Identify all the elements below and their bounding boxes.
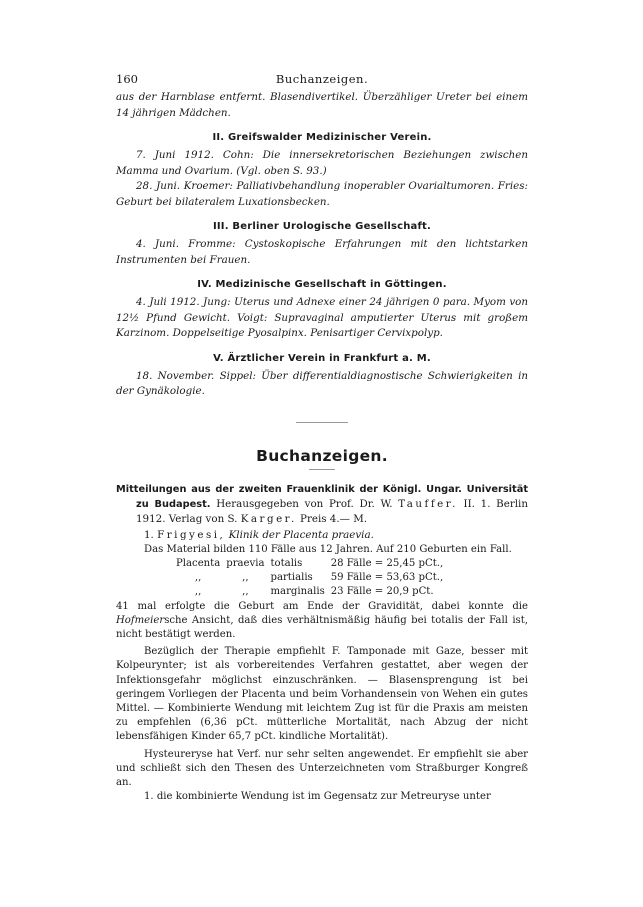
stats-cell: ,, [194,586,202,598]
cited-author: Hofmeier [116,614,165,626]
continuation-text: aus der Harnblase entfernt. Blasendivertikel. Überzähliger Ureter bei einem 14 jährigen Mädchen. [116,91,528,119]
running-title: Buchanzeigen. [275,72,369,86]
society-heading: V. Ärztlicher Verein in Frankfurt a. M. [213,352,431,364]
society-heading: III. Berliner Urologische Gesellschaft. [212,221,432,232]
society-section-5 [116,353,528,400]
society-section-2 [116,132,528,210]
paragraph-text: sche Ansicht, daß dies verhältnismäßig häufig bei totalis der Fall ist, nicht bestätigt werden. [116,614,528,641]
paragraph-text: 41 mal erfolgte die Geburt am Ende der Gravidität, dabei konnte die [116,600,528,612]
review-paragraph: Bezüglich der Therapie empfiehlt F. Tamponade mit Gaze, besser mit Kolpeurynter; ist als vorbereitendes Verfahren gestattet, aber wegen der Infektionsgefahr möglichst einzuschränken. — Blasensprengung ist bei geringem Vorliegen der Placenta und beim Vorhandensein von Wehen ein gutes Mittel. — Kombinierte Wendung mit leichtem Zug ist für die Praxis am meisten zu empfehlen (6,36 pCt. mütterliche Mortalität, nach Abzug der nicht lebensfähigen Kinder 65,7 pCt. kindliche Mortalität). [116,646,528,743]
book-price: Preis 4.— M. [300,512,368,525]
stats-row [176,557,449,571]
society-heading: II. Greifswalder Medizinischer Verein. [212,132,432,143]
society-entry: 28. Juni. Kroemer: Palliativbehandlung inoperabler Ovarialtumoren. Fries: Geburt bei bilateralem Luxationsbecken. [116,180,528,208]
chapter-title: Klinik der Placenta praevia. [228,528,374,541]
title-underline [309,469,335,470]
stats-row [176,571,449,585]
stats-cell: Placenta [176,558,221,569]
book-reference [116,482,528,526]
stats-cell: marginalis [270,586,325,598]
book-publisher: Karger. [240,512,297,525]
review-paragraph [116,600,528,643]
chapter-number: 1. [144,528,154,541]
book-title: Mitteilungen aus der zweiten Frauenklinik der Königl. Ungar. Universität zu Budapest. [116,483,528,510]
stats-cell: ,, [242,572,249,584]
book-imprint: II. 1. Berlin 1912. Verlag von S. [136,497,528,525]
society-entry: 18. November. Sippel: Über differentialdiagnostische Schwierigkeiten in der Gynäkologie. [116,369,528,397]
running-header [116,72,528,90]
review-paragraph: 1. die kombinierte Wendung ist im Gegensatz zur Metreuryse unter [144,791,491,803]
stats-intro: Das Material bilden 110 Fälle aus 12 Jahren. Auf 210 Geburten ein Fall. [144,543,512,555]
chapter-author: Frigyesi, [157,528,226,541]
stats-cell: ,, [194,572,202,584]
stats-cell: 59 Fälle = 53,63 pCt., [330,572,444,584]
chapter-line [116,528,528,543]
stats-cell: ,, [242,586,249,598]
stats-cell: 23 Fälle = 20,9 pCt. [330,586,434,598]
stats-cell: 28 Fälle = 25,45 pCt., [330,558,444,569]
section-divider [296,422,348,423]
book-editor-pre: Herausgegeben von Prof. Dr. W. [216,497,393,510]
society-section-3 [116,221,528,268]
society-heading: IV. Medizinische Gesellschaft in Göttingen. [197,279,447,290]
society-entry: 7. Juni 1912. Cohn: Die innersekretorischen Beziehungen zwischen Mamma und Ovarium. (Vgl. oben S. 93.) [116,149,528,177]
page-number: 160 [116,72,138,86]
society-entry: 4. Juli 1912. Jung: Uterus und Adnexe einer 24 jährigen 0 para. Myom von 12½ Pfund Gewicht. Voigt: Supravaginal amputierter Uterus mit großem Karzinom. Doppelseitige Pyosalpinx. Penisartiger Cervixpolyp. [116,296,528,339]
stats-cell: partialis [270,572,313,584]
book-editor: Tauffer. [398,497,458,510]
stats-cell: praevia [226,558,265,569]
society-section-4 [116,279,528,342]
section-title: Buchanzeigen. [256,446,388,465]
society-entry: 4. Juni. Fromme: Cystoskopische Erfahrungen mit den lichtstarken Instrumenten bei Frauen. [116,238,528,266]
page [116,72,528,804]
review-paragraph: Hysteureryse hat Verf. nur sehr selten angewendet. Er empfiehlt sie aber und schließt sich den Thesen des Unterzeichneten vom Straßburger Kongreß an. [116,748,528,789]
stats-table [176,557,449,600]
stats-cell: totalis [270,558,303,569]
stats-row [176,585,449,599]
